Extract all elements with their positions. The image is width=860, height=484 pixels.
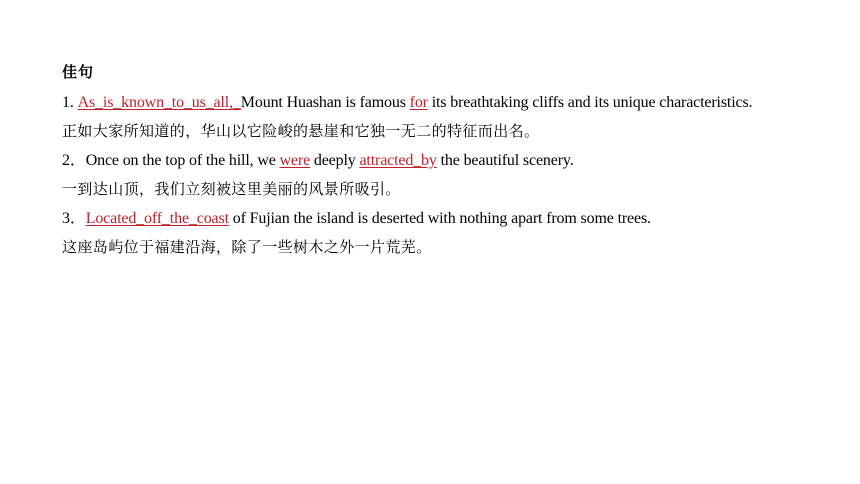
sentence-1 [62,88,852,117]
key-phrase: were [279,152,311,169]
translation-2: 一到达山顶，我们立刻被这里美丽的风景所吸引。 [62,180,401,198]
key-phrase: for [409,94,428,111]
sentence-3 [62,204,852,233]
sentence-text: deeply [310,152,360,169]
sentence-text: of Fujian the island is deserted with nothing apart from some trees. [228,210,651,227]
key-phrase: Located_off_the_coast [85,210,229,227]
key-phrase: As_is_known_to_us_all,_ [77,94,241,111]
translation-1: 正如大家所知道的，华山以它险峻的悬崖和它独一无二的特征而出名。 [62,122,540,140]
sentence-2 [62,146,852,175]
sentence-number: 1. [62,94,74,111]
key-phrase: attracted_by [359,152,437,169]
translation-3: 这座岛屿位于福建沿海，除了一些树木之外一片荒芜。 [62,238,432,256]
sentence-text: Mount Huashan is famous [240,94,410,111]
sentence-text: its breathtaking cliffs and its unique characteristics. [427,94,753,111]
sentence-number: 2． [62,152,86,169]
section-heading: 佳句 [62,63,95,81]
content-block [62,62,852,262]
sentence-text: Once on the top of the hill, we [85,152,280,169]
sentence-text: the beautiful scenery. [436,152,574,169]
sentence-number: 3． [62,210,86,227]
